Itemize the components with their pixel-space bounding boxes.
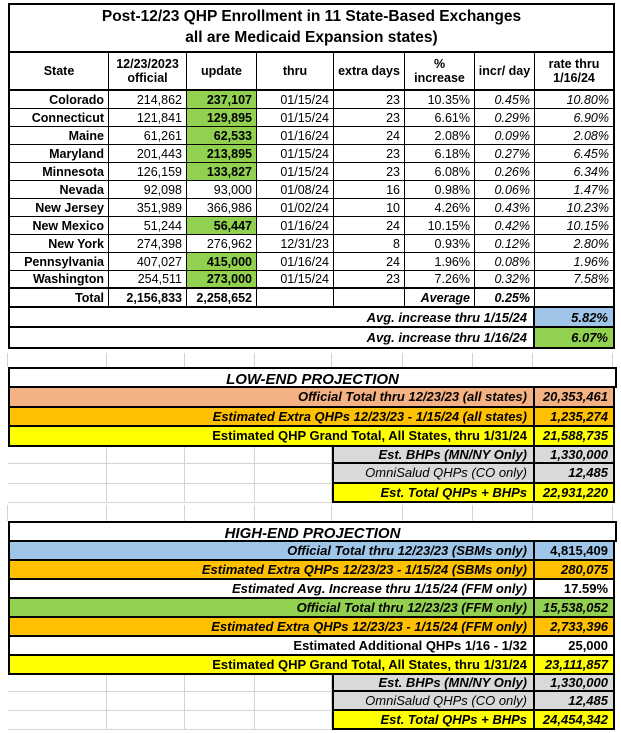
projection-label[interactable]: Estimated Extra QHPs 12/23/23 - 1/15/24 (FFM only)	[10, 618, 533, 635]
cell-rate-thru[interactable]: 6.34%	[573, 164, 609, 179]
projection-label[interactable]: Estimated QHP Grand Total, All States, thru 1/31/24	[10, 656, 533, 673]
projection-value[interactable]: 21,588,735	[533, 427, 613, 445]
grid-cell	[332, 353, 403, 367]
grid-cell	[473, 505, 533, 521]
table-title[interactable]	[10, 5, 613, 53]
cell-rate-thru[interactable]: 6.45%	[573, 146, 609, 161]
table-row	[10, 163, 613, 181]
cell-rate-thru[interactable]: 2.08%	[573, 128, 609, 143]
grid-cell	[0, 353, 8, 367]
grid-cell	[473, 353, 533, 367]
col-header-official[interactable]: 12/23/2023 official	[109, 53, 187, 89]
col-header-thru[interactable]: thru	[257, 53, 334, 89]
grid-cell	[332, 505, 403, 521]
sheet-gridlines-gap2	[0, 505, 615, 521]
cell-official[interactable]: 254,511	[109, 271, 187, 287]
projection-value[interactable]: 280,075	[533, 561, 613, 578]
cell-incr-day[interactable]: 0.26%	[475, 163, 535, 180]
cell-extra-days[interactable]: 23	[334, 109, 405, 126]
cell-state[interactable]: Pennsylvania	[10, 253, 109, 270]
projection-label[interactable]: OmniSalud QHPs (CO only)	[334, 692, 533, 709]
cell-total-update[interactable]: 2,258,652	[187, 289, 257, 306]
projection-label[interactable]: Est. BHPs (MN/NY Only)	[334, 675, 533, 690]
cell-update[interactable]: 129,895	[187, 109, 257, 126]
grid-cell	[255, 353, 332, 367]
sheet-gridlines-spacer	[8, 711, 332, 730]
cell-incr-day[interactable]: 0.12%	[475, 235, 535, 252]
cell-state[interactable]: Nevada	[10, 181, 109, 198]
cell-pct-increase[interactable]: 6.08%	[405, 163, 475, 180]
projection-label[interactable]: Estimated Extra QHPs 12/23/23 - 1/15/24 (SBMs only)	[10, 561, 533, 578]
cell-state[interactable]: New York	[10, 235, 109, 252]
header-row	[10, 53, 613, 91]
col-header-update[interactable]: update	[187, 53, 257, 89]
projection-row	[8, 388, 615, 408]
cell-update[interactable]: 276,962	[187, 235, 257, 252]
avg-increase-row	[10, 308, 613, 328]
cell-update[interactable]: 56,447	[187, 217, 257, 234]
cell-extra-days[interactable]: 23	[334, 163, 405, 180]
projection-row	[8, 464, 615, 484]
cell-rate-thru[interactable]: 1.47%	[573, 182, 609, 197]
cell-state[interactable]: Connecticut	[10, 109, 109, 126]
cell-pct-increase[interactable]: 6.61%	[405, 109, 475, 126]
title-line1: Post-12/23 QHP Enrollment in 11 State-Based Exchanges	[101, 8, 522, 26]
cell-incr-day[interactable]: 0.09%	[475, 127, 535, 144]
projection-label[interactable]: Estimated QHP Grand Total, All States, thru 1/31/24	[10, 427, 533, 445]
cell-update[interactable]: 133,827	[187, 163, 257, 180]
projection-row	[8, 484, 615, 504]
table-row	[10, 235, 613, 253]
cell-official[interactable]: 121,841	[109, 109, 187, 126]
low-end-projection-table	[8, 367, 615, 503]
sheet-gridlines-gap1	[0, 353, 615, 367]
projection-row	[8, 618, 615, 637]
cell-pct-increase[interactable]: 1.96%	[405, 253, 475, 270]
section-title[interactable]: LOW-END PROJECTION	[226, 371, 399, 388]
grid-cell	[8, 505, 107, 521]
cell-update[interactable]: 93,000	[187, 181, 257, 198]
cell-thru[interactable]: 01/16/24	[257, 217, 334, 234]
cell-update[interactable]: 213,895	[187, 145, 257, 162]
cell-official[interactable]: 351,989	[109, 199, 187, 216]
projection-value[interactable]: 12,485	[533, 464, 613, 482]
cell-update[interactable]: 366,986	[187, 199, 257, 216]
projection-row	[8, 711, 615, 730]
cell-state[interactable]: New Jersey	[10, 199, 109, 216]
cell-thru[interactable]: 12/31/23	[257, 235, 334, 252]
cell-update[interactable]: 415,000	[187, 253, 257, 270]
grid-cell	[533, 353, 613, 367]
grid-cell	[8, 353, 107, 367]
table-row	[10, 91, 613, 109]
projection-value[interactable]: 1,235,274	[533, 408, 613, 426]
total-row	[10, 289, 613, 308]
cell-incr-day[interactable]: 0.27%	[475, 145, 535, 162]
projection-label[interactable]: Estimated Extra QHPs 12/23/23 - 1/15/24 (all states)	[10, 408, 533, 426]
sheet-gridlines-spacer	[8, 675, 332, 692]
avg-label[interactable]: Avg. increase thru 1/16/24	[10, 328, 535, 347]
sheet-gridlines-spacer	[8, 464, 332, 484]
cell-pct-increase[interactable]: 10.15%	[405, 217, 475, 234]
grid-cell	[403, 353, 473, 367]
cell-state[interactable]: Maryland	[10, 145, 109, 162]
cell-extra-days[interactable]: 24	[334, 253, 405, 270]
col-header-extra-days[interactable]: extra days	[334, 53, 405, 89]
cell-update[interactable]: 237,107	[187, 91, 257, 108]
cell-incr-day[interactable]: 0.08%	[475, 253, 535, 270]
cell-pct-increase[interactable]: 2.08%	[405, 127, 475, 144]
table-row	[10, 271, 613, 289]
cell-thru[interactable]: 01/15/24	[257, 163, 334, 180]
projection-row	[8, 637, 615, 656]
projection-value[interactable]: 1,330,000	[533, 447, 613, 463]
grid-cell	[403, 505, 473, 521]
sheet-gridlines-spacer	[8, 447, 332, 465]
cell-incr-day[interactable]: 0.06%	[475, 181, 535, 198]
projection-label[interactable]: Est. Total QHPs + BHPs	[334, 484, 533, 502]
cell-extra-days[interactable]: 8	[334, 235, 405, 252]
cell-extra-days[interactable]: 16	[334, 181, 405, 198]
cell-rate-thru[interactable]: 1.96%	[573, 254, 609, 269]
col-header-incr-day[interactable]: incr/ day	[475, 53, 535, 89]
cell-extra-days[interactable]: 10	[334, 199, 405, 216]
projection-value[interactable]: 17.59%	[533, 580, 613, 597]
projection-label[interactable]: Estimated Additional QHPs 1/16 - 1/32	[293, 638, 527, 653]
col-header-state[interactable]: State	[10, 53, 109, 89]
sheet-gridlines-spacer	[8, 692, 332, 711]
cell-official[interactable]: 126,159	[109, 163, 187, 180]
col-header-rate-thru[interactable]: rate thru 1/16/24	[548, 56, 600, 85]
table-row	[10, 217, 613, 235]
cell-official[interactable]: 214,862	[109, 91, 187, 108]
cell-official[interactable]: 92,098	[109, 181, 187, 198]
table-row	[10, 145, 613, 163]
avg-increase-row	[10, 328, 613, 347]
projection-value[interactable]: 20,353,461	[533, 388, 613, 406]
projection-value[interactable]: 23,111,857	[533, 656, 613, 673]
section-title[interactable]: HIGH-END PROJECTION	[224, 525, 401, 542]
projection-row	[8, 447, 615, 465]
cell-average-value[interactable]: 0.25%	[475, 289, 535, 306]
cell-rate-thru[interactable]: 7.58%	[573, 272, 609, 286]
table-row	[10, 127, 613, 145]
projection-label[interactable]: Official Total thru 12/23/23 (all states)	[10, 388, 533, 406]
table-row	[10, 109, 613, 127]
projection-row	[8, 561, 615, 580]
grid-cell	[255, 505, 332, 521]
cell-state[interactable]: New Mexico	[10, 217, 109, 234]
cell-extra-days[interactable]: 24	[334, 127, 405, 144]
grid-cell	[107, 505, 185, 521]
projection-value[interactable]: 24,454,342	[533, 711, 613, 728]
cell-thru[interactable]: 01/15/24	[257, 145, 334, 162]
high-end-projection-table	[8, 521, 615, 730]
avg-value[interactable]: 5.82%	[535, 308, 613, 326]
cell-official[interactable]: 274,398	[109, 235, 187, 252]
projection-value[interactable]: 25,000	[533, 637, 613, 654]
projection-label[interactable]: Est. BHPs (MN/NY Only)	[334, 447, 533, 463]
grid-cell	[107, 353, 185, 367]
cell-empty[interactable]	[257, 289, 334, 306]
cell-official[interactable]: 201,443	[109, 145, 187, 162]
cell-state[interactable]: Minnesota	[10, 163, 109, 180]
cell-state[interactable]: Maine	[10, 127, 109, 144]
projection-label[interactable]: Est. Total QHPs + BHPs	[334, 711, 533, 728]
projection-value[interactable]: 15,538,052	[533, 599, 613, 616]
cell-official[interactable]: 61,261	[109, 127, 187, 144]
cell-extra-days[interactable]: 23	[334, 271, 405, 287]
cell-pct-increase[interactable]: 0.98%	[405, 181, 475, 198]
cell-state[interactable]: Washington	[10, 271, 109, 287]
projection-row	[8, 542, 615, 561]
projection-label[interactable]: Estimated Avg. Increase thru 1/15/24 (FFM only)	[232, 581, 527, 596]
projection-value[interactable]: 22,931,220	[533, 484, 613, 502]
table-row	[10, 181, 613, 199]
cell-thru[interactable]: 01/02/24	[257, 199, 334, 216]
cell-rate-thru[interactable]: 10.80%	[566, 92, 609, 107]
cell-rate-thru[interactable]: 10.23%	[566, 200, 609, 215]
projection-row	[8, 599, 615, 618]
projection-label[interactable]: OmniSalud QHPs (CO only)	[334, 464, 533, 482]
cell-extra-days[interactable]: 23	[334, 91, 405, 108]
cell-pct-increase[interactable]: 10.35%	[405, 91, 475, 108]
cell-thru[interactable]: 01/15/24	[257, 91, 334, 108]
projection-value[interactable]: 4,815,409	[533, 542, 613, 559]
avg-label[interactable]: Avg. increase thru 1/15/24	[10, 308, 535, 326]
projection-row	[8, 580, 615, 599]
projection-row	[8, 692, 615, 711]
table-row	[10, 199, 613, 217]
projection-value[interactable]: 12,485	[533, 692, 613, 709]
cell-total-official[interactable]: 2,156,833	[109, 289, 187, 306]
cell-average-label[interactable]: Average	[405, 289, 475, 306]
grid-cell	[0, 505, 8, 521]
cell-rate-thru[interactable]: 6.90%	[573, 110, 609, 125]
cell-incr-day[interactable]: 0.32%	[475, 271, 535, 287]
grid-cell	[533, 505, 613, 521]
cell-official[interactable]: 51,244	[109, 217, 187, 234]
table-row	[10, 253, 613, 271]
cell-incr-day[interactable]: 0.29%	[475, 109, 535, 126]
projection-row	[8, 675, 615, 692]
cell-thru[interactable]: 01/15/24	[257, 109, 334, 126]
projection-row	[8, 408, 615, 428]
cell-pct-increase[interactable]: 0.93%	[405, 235, 475, 252]
enrollment-table	[8, 3, 615, 349]
grid-cell	[185, 505, 255, 521]
avg-value[interactable]: 6.07%	[535, 328, 613, 347]
cell-incr-day[interactable]: 0.43%	[475, 199, 535, 216]
sheet-gridlines-spacer	[8, 484, 332, 504]
cell-rate-thru[interactable]: 10.15%	[566, 218, 609, 233]
cell-update[interactable]: 273,000	[187, 271, 257, 287]
projection-header-row	[8, 521, 615, 542]
cell-pct-increase[interactable]: 4.26%	[405, 199, 475, 216]
cell-official[interactable]: 407,027	[109, 253, 187, 270]
projection-label[interactable]: Official Total thru 12/23/23 (SBMs only)	[10, 542, 533, 559]
cell-thru[interactable]: 01/16/24	[257, 253, 334, 270]
cell-pct-increase[interactable]: 7.26%	[405, 271, 475, 287]
cell-rate-thru[interactable]: 2.80%	[573, 236, 609, 251]
projection-label[interactable]: Official Total thru 12/23/23 (FFM only)	[10, 599, 533, 616]
projection-value[interactable]: 1,330,000	[533, 675, 613, 690]
projection-header-row	[8, 367, 615, 388]
cell-total-label[interactable]: Total	[10, 289, 109, 306]
cell-incr-day[interactable]: 0.45%	[475, 91, 535, 108]
cell-empty[interactable]	[334, 289, 405, 306]
grid-cell	[185, 353, 255, 367]
cell-thru[interactable]: 01/08/24	[257, 181, 334, 198]
cell-extra-days[interactable]: 24	[334, 217, 405, 234]
cell-extra-days[interactable]: 23	[334, 145, 405, 162]
cell-update[interactable]: 62,533	[187, 127, 257, 144]
cell-incr-day[interactable]: 0.42%	[475, 217, 535, 234]
cell-empty[interactable]	[535, 289, 613, 306]
cell-state[interactable]: Colorado	[10, 91, 109, 108]
projection-value[interactable]: 2,733,396	[533, 618, 613, 635]
col-header-pct-increase[interactable]: % increase	[405, 53, 475, 89]
cell-pct-increase[interactable]: 6.18%	[405, 145, 475, 162]
cell-thru[interactable]: 01/16/24	[257, 127, 334, 144]
cell-thru[interactable]: 01/15/24	[257, 271, 334, 287]
title-line2: all are Medicaid Expansion states)	[185, 29, 438, 46]
